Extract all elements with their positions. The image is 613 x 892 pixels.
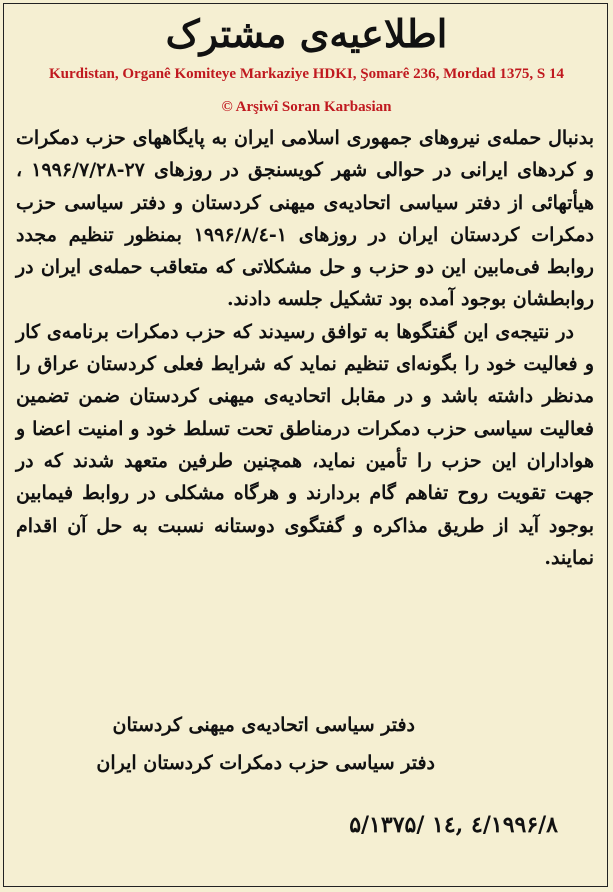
page-title: اطلاعیه‌ی مشترک <box>165 11 448 56</box>
archive-credit: © Arşiwî Soran Karbasian <box>221 99 392 115</box>
signatory-puk: دفتر سیاسی اتحادیه‌ی میهنی کردستان <box>112 714 415 736</box>
document-date: ۱۹۹۶/۸/٤ ,۱٤ /۵/۱۳۷۵ <box>349 812 558 838</box>
paragraph-2: در نتیجه‌ی این گفتگوها به توافق رسیدند که حزب دمکرات برنامه‌ی کار و فعالیت خود را بگونه‌ای تنظیم نماید که شرایط فعلی کردستان عراق را مدنظر داشته باشد و در مقابل اتحادیه‌ی میهنی کردستان ضمن تضمین فعالیت سیاسی حزب دمکرات درمناطق تحت تسلط خود و امنیت اعضا و هواداران این حزب را تأمین نماید، همچنین طرفین متعهد شدند که در جهت تقویت روح تفاهم گام بردارند و هرگاه مشکلی در روابط فیمابین بوجود آید از طریق مذاکره و گفتگوی دوستانه نسبت به حل آن اقدام نمایند. <box>16 320 594 569</box>
signatory-pdki: دفتر سیاسی حزب دمکرات کردستان ایران <box>96 752 435 774</box>
statement-body <box>16 122 594 574</box>
signature-block <box>15 706 435 782</box>
source-citation: Kurdistan, Organê Komiteye Markaziye HDKI, Şomarê 236, Mordad 1375, S 14 <box>49 66 564 82</box>
paragraph-1: بدنبال حمله‌ی نیروهای جمهوری اسلامی ایران به پایگاههای حزب دمکرات و کردهای ایرانی در حوالی شهر کویسنجق در روزهای ۲۷-۱۹۹۶/۷/۲۸ ، هیأتهائی از دفتر سیاسی اتحادیه‌ی میهنی کردستان و دفتر سیاسی حزب دمکرات کردستان ایران در روزهای ۱-۱۹۹۶/۸/٤ بمنظور تنظیم مجدد روابط فی‌مابین این دو حزب و حل مشکلاتی که متعاقب حمله‌ی ایران در روابطشان بوجود آمده بود تشکیل جلسه دادند. <box>16 127 595 311</box>
